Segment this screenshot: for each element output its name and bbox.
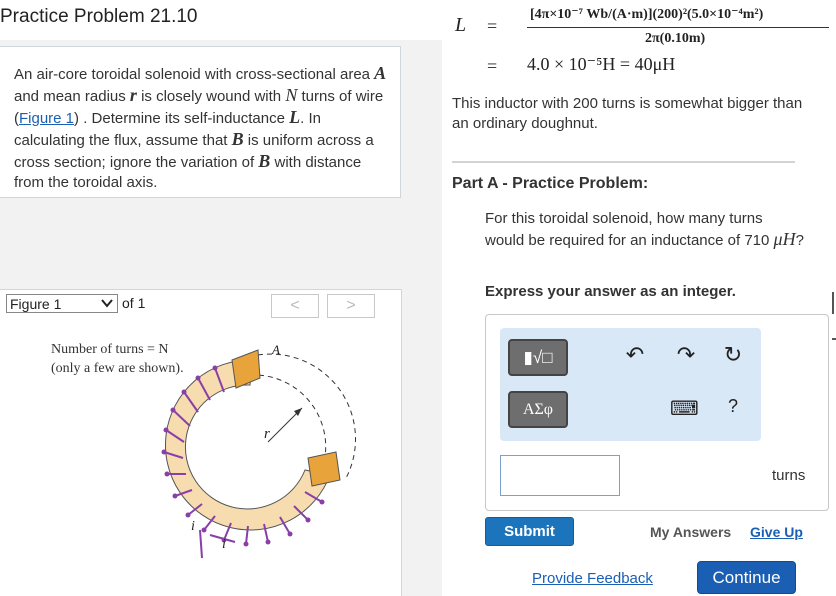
equation-numerator: [4π×10⁻⁷ Wb/(A·m)](200)²(5.0×10⁻⁴m²) bbox=[530, 7, 764, 22]
scroll-edge-mark bbox=[832, 338, 836, 340]
problem-text-3: is closely wound with bbox=[136, 88, 286, 105]
section-divider bbox=[452, 161, 795, 163]
toroid-figure bbox=[140, 330, 380, 565]
equation-equals: = bbox=[487, 16, 498, 36]
figure-count: of 1 bbox=[122, 295, 146, 311]
var-turns: N bbox=[285, 85, 298, 105]
label-area: A bbox=[272, 342, 280, 357]
undo-icon[interactable]: ↶ bbox=[625, 342, 645, 367]
equation-result: 4.0 × 10⁻⁵H = 40μH bbox=[527, 54, 676, 74]
answer-input[interactable] bbox=[500, 455, 620, 496]
continue-button[interactable]: Continue bbox=[697, 561, 796, 594]
previous-figure-button[interactable]: < bbox=[271, 294, 319, 318]
problem-text-1: An air-core toroidal solenoid with cross-sectional area bbox=[14, 66, 375, 83]
figure-link[interactable]: Figure 1 bbox=[19, 110, 75, 127]
symbols-button[interactable]: ΑΣφ bbox=[508, 391, 568, 428]
label-current-out: i bbox=[222, 537, 226, 552]
equation-lhs: L bbox=[455, 14, 467, 36]
equation-denominator: 2π(0.10m) bbox=[645, 31, 706, 46]
var-inductance: L bbox=[289, 107, 301, 127]
templates-button[interactable]: ▮√□ bbox=[508, 339, 568, 376]
caption-line-1: Number of turns = N bbox=[51, 342, 169, 357]
part-a-question bbox=[485, 209, 805, 251]
answer-instructions: Express your answer as an integer. bbox=[485, 283, 736, 300]
problem-text-7: is uniform across a cross section; ignore the variation of bbox=[14, 132, 374, 171]
submit-button[interactable]: Submit bbox=[485, 517, 574, 546]
equation-equals-2: = bbox=[487, 56, 498, 76]
scroll-edge-mark-2 bbox=[832, 292, 834, 314]
label-radius: r bbox=[264, 426, 270, 442]
var-field-2: B bbox=[258, 151, 271, 171]
chevron-down-icon bbox=[101, 295, 113, 314]
reset-icon[interactable]: ↻ bbox=[723, 342, 743, 367]
problem-text-8: with distance from the toroidal axis. bbox=[14, 154, 362, 191]
var-field: B bbox=[231, 129, 244, 149]
redo-icon[interactable]: ↷ bbox=[676, 342, 696, 367]
var-area: A bbox=[374, 63, 387, 83]
problem-text-6: . In calculating the flux, assume that bbox=[14, 110, 321, 149]
next-figure-button[interactable]: > bbox=[327, 294, 375, 318]
fraction-bar bbox=[527, 27, 829, 28]
keyboard-icon[interactable]: ⌨ bbox=[670, 398, 699, 420]
part-a-title: Part A - Practice Problem: bbox=[452, 175, 649, 192]
question-unit: μH bbox=[773, 229, 796, 249]
page-title: Practice Problem 21.10 bbox=[0, 6, 198, 27]
my-answers-link[interactable]: My Answers bbox=[650, 524, 732, 540]
provide-feedback-link[interactable]: Provide Feedback bbox=[532, 570, 653, 587]
problem-text-4: turns of wire ( bbox=[14, 88, 384, 127]
problem-text-2: and mean radius bbox=[14, 88, 130, 105]
problem-text-5: ) . Determine its self-inductance bbox=[74, 110, 290, 127]
question-end: ? bbox=[795, 232, 804, 249]
problem-statement bbox=[14, 63, 394, 193]
caption-line-2: (only a few are shown). bbox=[51, 361, 184, 376]
var-radius: r bbox=[129, 85, 137, 105]
question-text: For this toroidal solenoid, how many turns would be required for an inductance of 710 bbox=[485, 210, 770, 249]
figure-selector-value: Figure 1 bbox=[10, 296, 62, 312]
help-icon[interactable]: ? bbox=[727, 396, 738, 416]
solution-comment: This inductor with 200 turns is somewhat bigger than an ordinary doughnut. bbox=[452, 95, 803, 132]
give-up-link[interactable]: Give Up bbox=[750, 524, 803, 540]
label-current-in: i bbox=[191, 519, 195, 534]
answer-unit: turns bbox=[772, 467, 806, 484]
figure-selector[interactable] bbox=[6, 294, 118, 313]
